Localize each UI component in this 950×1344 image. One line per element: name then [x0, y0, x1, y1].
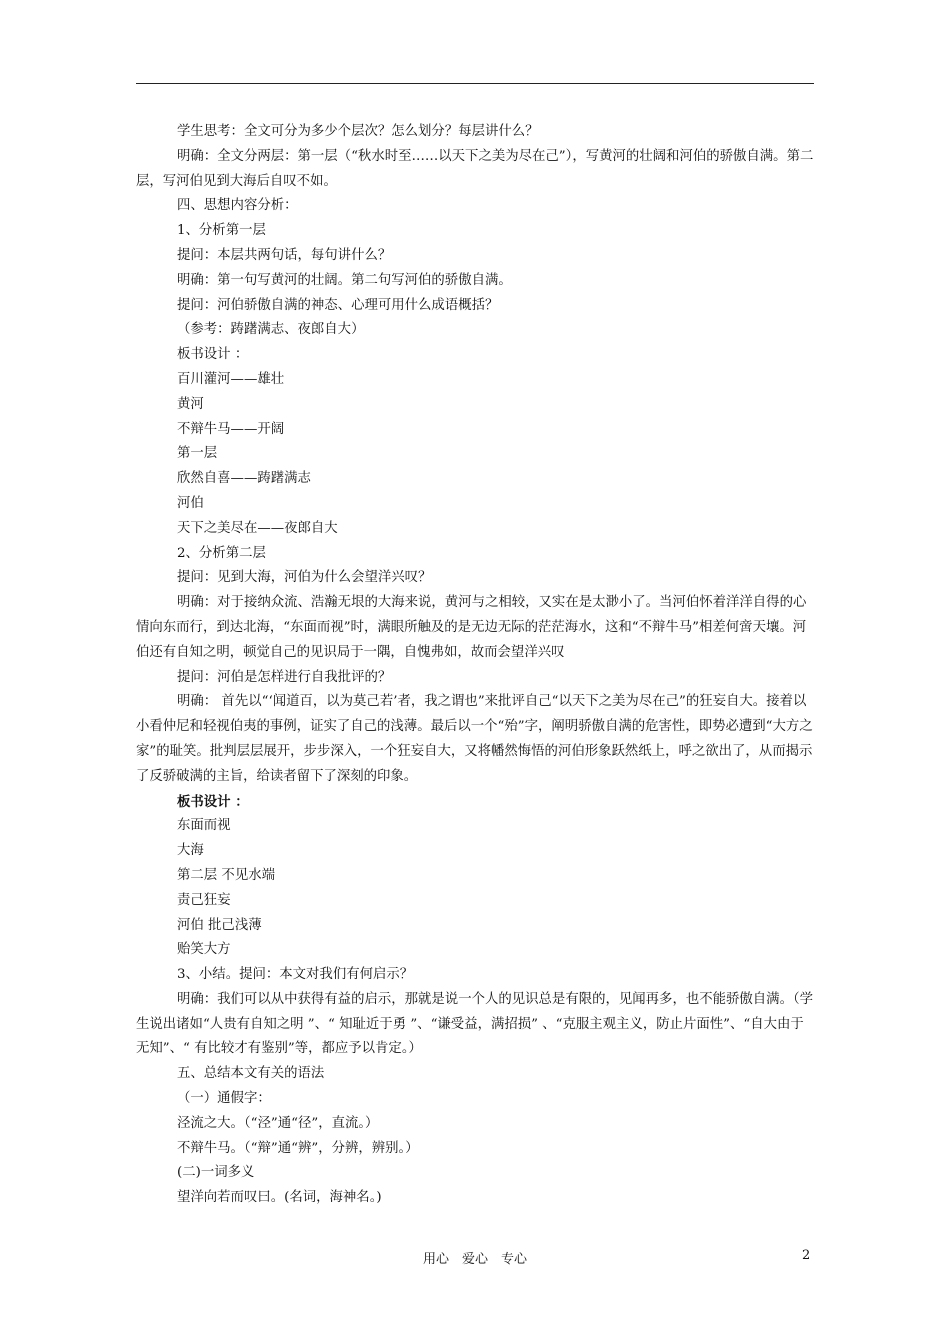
paragraph: 明确： 首先以“‘闻道百，以为莫己若’者，我之谓也”来批评自己“以天下之美为尽在己”的狂妄自大。接着以小看仲尼和轻视伯夷的事例，证实了自己的浅薄。最后以一个“殆”字，阐明骄傲自满的危害性，即势必遭到“大方之家”的耻笑。批判层层展开，步步深入，一个狂妄自大，又将幡然悔悟的河伯形象跃然纸上，呼之欲出了，从而揭示了反骄破满的主旨，给读者留下了深刻的印象。	[136, 694, 813, 784]
paragraph: 提问：河伯是怎样进行自我批评的？	[177, 669, 392, 685]
paragraph: 责己狂妄	[177, 892, 231, 908]
paragraph: 欣然自喜——踌躇满志	[177, 471, 311, 487]
paragraph: 2、分析第二层	[177, 545, 266, 561]
paragraph: （一）通假字：	[177, 1091, 271, 1107]
paragraph: 不辩牛马。（“辩”通“辨”，分辨，辨别。）	[177, 1140, 419, 1156]
paragraph: 不辩牛马——开阔	[177, 421, 285, 437]
paragraph: 百川灌河——雄壮	[177, 371, 285, 387]
paragraph: 东面而视	[177, 818, 231, 834]
paragraph: 1、分析第一层	[177, 223, 266, 239]
paragraph: 明确：全文分两层：第一层（“秋水时至……以天下之美为尽在己”），写黄河的壮阔和河伯的骄傲自满。第二层，写河伯见到大海后自叹不如。	[136, 148, 814, 189]
header-rule	[136, 83, 814, 84]
paragraph: 提问：河伯骄傲自满的神态、心理可用什么成语概括？	[177, 297, 499, 313]
paragraph: 黄河	[177, 396, 204, 412]
paragraph: 提问：本层共两句话，每句讲什么？	[177, 247, 392, 263]
paragraph: 四、思想内容分析：	[177, 198, 298, 214]
paragraph: 第一层	[177, 446, 218, 462]
paragraph: （参考：踌躇满志、夜郎自大）	[177, 322, 365, 338]
paragraph: 明确：我们可以从中获得有益的启示，那就是说一个人的见识总是有限的，见闻再多，也不能骄傲自满。（学生说出诸如“人贵有自知之明 ”、“ 知耻近于勇 ”、“谦受益，满招损” 、“克服主观主义，防止片面性”、“自大由于无知”、“ 有比较才有鉴别”等，都应予以肯定。）	[136, 991, 814, 1057]
paragraph: 板书设计 ：	[177, 347, 249, 363]
paragraph: 泾流之大。（“泾”通“径”，直流。）	[177, 1115, 379, 1131]
paragraph: 河伯 批己浅薄	[177, 917, 262, 933]
paragraph: (二)一词多义	[177, 1165, 255, 1181]
footer-motto: 用心 爱心 专心	[422, 1252, 527, 1267]
paragraph: 提问：见到大海，河伯为什么会望洋兴叹？	[177, 570, 432, 586]
paragraph: 五、总结本文有关的语法	[177, 1066, 325, 1082]
paragraph: 学生思考：全文可分为多少个层次？怎么划分？每层讲什么？	[177, 124, 539, 139]
paragraph: 贻笑大方	[177, 942, 231, 958]
paragraph: 第二层 不见水端	[177, 867, 275, 883]
paragraph: 明确：对于接纳众流、浩瀚无垠的大海来说，黄河与之相较，又实在是太渺小了。当河伯怀着洋洋自得的心情向东而行，到达北海，“东面而视”时，满眼所触及的是无边无际的茫茫海水，这和“不辩牛马”相差何啻天壤。河伯还有自知之明，顿觉自己的见识局于一隅，自愧弗如，故而会望洋兴叹	[136, 595, 807, 660]
paragraph: 河伯	[177, 495, 204, 511]
document-body	[136, 120, 814, 1211]
paragraph: 板书设计 ：	[177, 793, 249, 810]
paragraph: 大海	[177, 843, 204, 859]
paragraph: 3、小结。提问：本文对我们有何启示？	[177, 967, 414, 983]
paragraph: 天下之美尽在——夜郎自大	[177, 520, 338, 536]
paragraph: 明确：第一句写黄河的壮阔。第二句写河伯的骄傲自满。	[177, 272, 512, 288]
page-number: 2	[802, 1248, 811, 1263]
paragraph: 望洋向若而叹曰。(名词，海神名。)	[177, 1190, 382, 1206]
